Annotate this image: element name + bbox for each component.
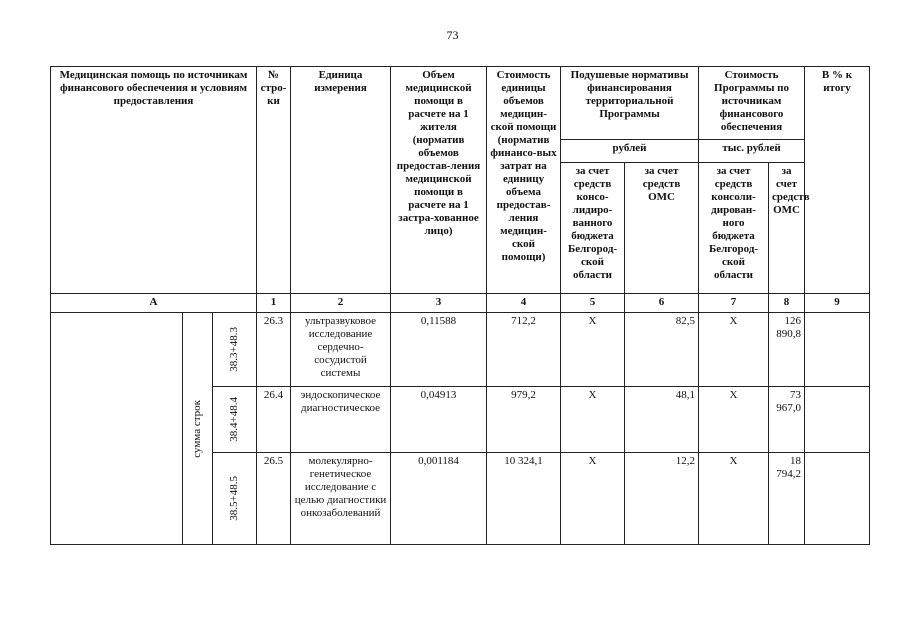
col-number-4: 4 xyxy=(487,294,561,313)
table-row-cost: 712,2 xyxy=(487,313,561,387)
table-row-line: 26.3 xyxy=(257,313,291,387)
table-row-formula: 38.3+48.3 xyxy=(213,313,257,387)
col-number-2: 2 xyxy=(291,294,391,313)
page-number: 73 xyxy=(446,28,459,42)
col-number-6: 6 xyxy=(625,294,699,313)
header-col-3: Объем медицинской помощи в расчете на 1 жителя (норматив объемов предостав-ления медицинской помощи в расчете на 1 застра-хованное лицо) xyxy=(391,67,487,294)
table-row-unit: эндоскопическое диагностическое xyxy=(291,387,391,453)
table-row-c5: Х xyxy=(561,313,625,387)
table-row-volume: 0,001184 xyxy=(391,453,487,545)
unit-rub: рублей xyxy=(561,140,699,163)
header-col-7: за счет средств консоли-дирован-ного бюджета Белгород-ской области xyxy=(699,163,769,294)
table-row-c8: 18 794,2 xyxy=(769,453,805,545)
col-number-9: 9 xyxy=(805,294,870,313)
header-col-5: за счет средств консо-лидиро-ванного бюджета Белгород-ской области xyxy=(561,163,625,294)
header-col-8: за счет средств ОМС xyxy=(769,163,805,294)
table-row-c8: 126 890,8 xyxy=(769,313,805,387)
table-row-formula: 38.5+48.5 xyxy=(213,453,257,545)
header-col-4: Стоимость единицы объемов медицин-ской помощи (норматив финансо-вых затрат на единицу объема предостав-ления медицин-ской помощи) xyxy=(487,67,561,294)
table-row-unit: молекулярно-генетическое исследование с целью диагностики онкозаболеваний xyxy=(291,453,391,545)
table-row-c7: Х xyxy=(699,313,769,387)
table-row-line: 26.5 xyxy=(257,453,291,545)
table-row-c7: Х xyxy=(699,453,769,545)
table-row-volume: 0,04913 xyxy=(391,387,487,453)
unit-thousand-rub: тыс. рублей xyxy=(699,140,805,163)
table-row-c6: 12,2 xyxy=(625,453,699,545)
header-col-a: Медицинская помощь по источникам финансового обеспечения и условиям предоставления xyxy=(51,67,257,294)
col-number-a: А xyxy=(51,294,257,313)
group-label: сумма строк xyxy=(191,399,203,458)
col-number-8: 8 xyxy=(769,294,805,313)
table-row-c9 xyxy=(805,453,870,545)
table-row-c5: Х xyxy=(561,453,625,545)
table-row-unit: ультразвуковое исследование сердечно-сосудистой системы xyxy=(291,313,391,387)
header-per-capita: Подушевые нормативы финансирования территориальной Программы xyxy=(561,67,699,140)
col-number-3: 3 xyxy=(391,294,487,313)
blank-group-cell xyxy=(51,313,183,545)
header-col-1: № стро-ки xyxy=(257,67,291,294)
table-row-formula: 38.4+48.4 xyxy=(213,387,257,453)
header-col-2: Единица измерения xyxy=(291,67,391,294)
group-label-cell xyxy=(183,313,213,545)
table-row-c9 xyxy=(805,313,870,387)
financial-table xyxy=(50,66,870,545)
col-number-7: 7 xyxy=(699,294,769,313)
col-number-5: 5 xyxy=(561,294,625,313)
table-row-c9 xyxy=(805,387,870,453)
table-row-line: 26.4 xyxy=(257,387,291,453)
table-row-cost: 979,2 xyxy=(487,387,561,453)
table-row-volume: 0,11588 xyxy=(391,313,487,387)
col-number-1: 1 xyxy=(257,294,291,313)
table-row-c6: 48,1 xyxy=(625,387,699,453)
table-row-c8: 73 967,0 xyxy=(769,387,805,453)
header-col-6: за счет средств ОМС xyxy=(625,163,699,294)
table-row-c6: 82,5 xyxy=(625,313,699,387)
table-row-c5: Х xyxy=(561,387,625,453)
table-row-cost: 10 324,1 xyxy=(487,453,561,545)
header-col-9: В % к итогу xyxy=(805,67,870,294)
table-row-c7: Х xyxy=(699,387,769,453)
header-program-cost: Стоимость Программы по источникам финансового обеспечения xyxy=(699,67,805,140)
